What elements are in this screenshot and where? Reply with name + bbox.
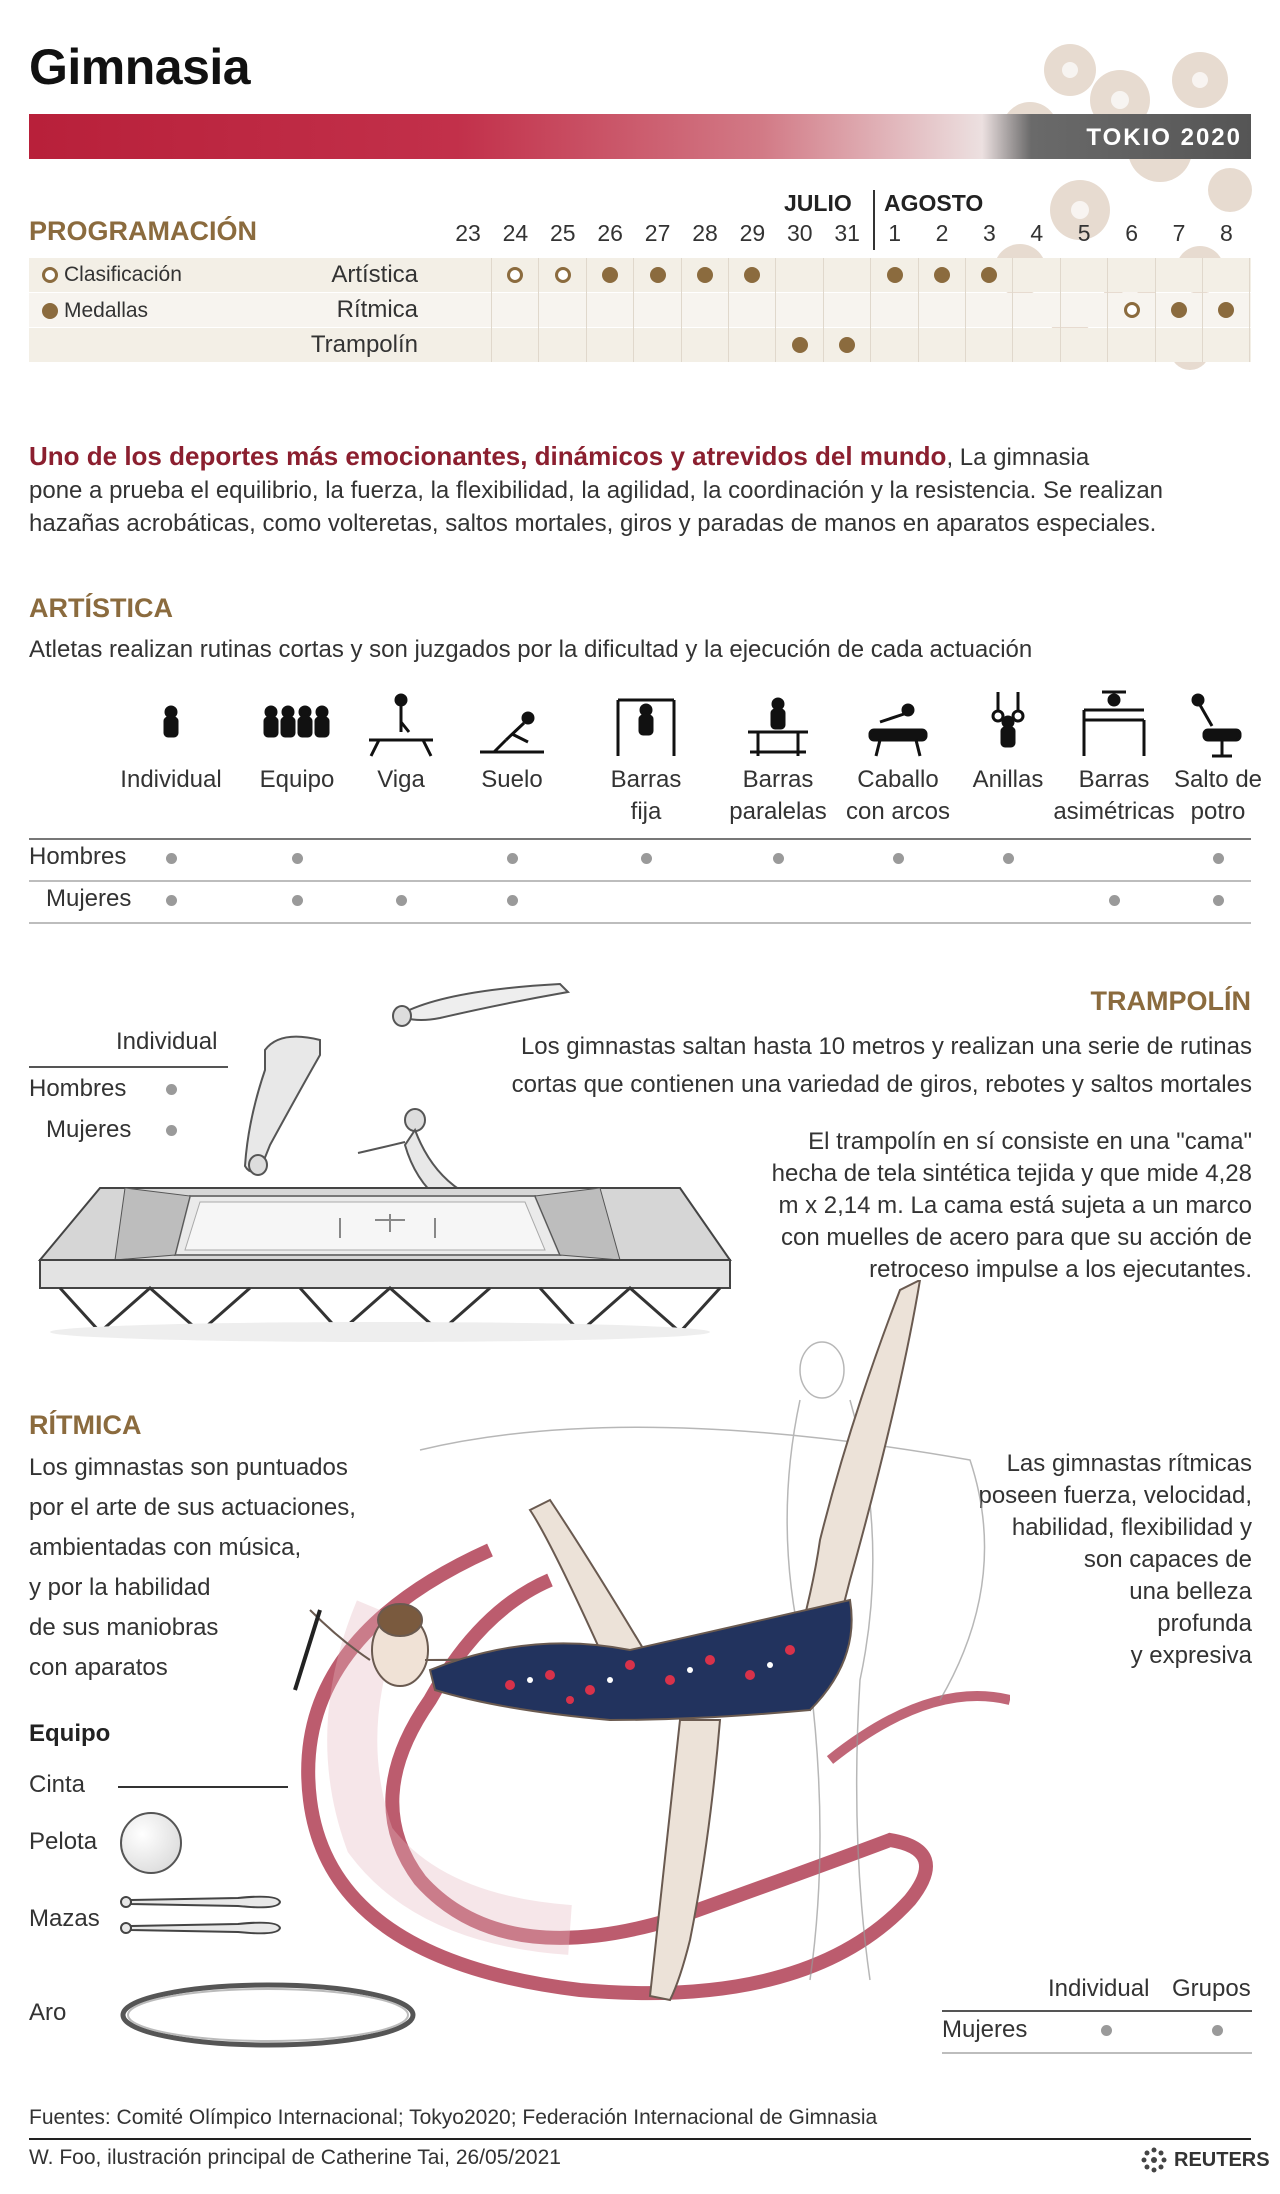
legend-medals-icon [42, 303, 58, 319]
schedule-gridline [491, 258, 492, 362]
reuters-logo [1140, 2146, 1270, 2174]
schedule-gridline [1249, 258, 1250, 362]
men-participation-dot [893, 853, 904, 864]
medal-mark [887, 267, 903, 283]
men-participation-dot [292, 853, 303, 864]
equipment-heading: Equipo [29, 1720, 111, 1747]
uneven-bars-icon [1074, 690, 1154, 765]
artistica-event-label-line2: con arcos [845, 798, 951, 825]
artistica-row-women: Mujeres [46, 885, 132, 912]
schedule-day: 5 [1077, 220, 1091, 246]
trampolin-p2-line3: m x 2,14 m. La cama está sujeta a un marco [778, 1192, 1252, 1219]
women-participation-dot [507, 895, 518, 906]
ritmica-left-line2: por el arte de sus actuaciones, [29, 1494, 356, 1521]
intro-line2: pone a prueba el equilibrio, la fuerza, la flexibilidad, la agilidad, la coordinación y la resistencia. Se realizan [29, 477, 1164, 504]
ritmica-right-line4: son capaces de [1083, 1546, 1252, 1573]
qualification-mark [555, 267, 571, 283]
women-participation-dot [1109, 895, 1120, 906]
schedule-day: 31 [834, 220, 860, 246]
legend-medals-label: Medallas [64, 299, 149, 322]
equipment-ball-label: Pelota [29, 1828, 98, 1855]
schedule-day: 28 [692, 220, 718, 246]
ritmica-groups-dot [1212, 2025, 1223, 2036]
reuters-wordmark: REUTERS [1174, 2148, 1270, 2171]
schedule-day: 26 [597, 220, 623, 246]
pommel-horse-icon [858, 690, 938, 765]
ritmica-right-line2: poseen fuerza, velocidad, [978, 1482, 1252, 1509]
artistica-event-label-line1: Equipo [259, 766, 335, 793]
schedule-gridline [1060, 258, 1061, 362]
schedule-days [0, 220, 1280, 250]
trampolin-p1-line2: cortas que contienen una variedad de giros, rebotes y saltos mortales [511, 1071, 1252, 1098]
artistica-row-men: Hombres [29, 843, 127, 870]
page-title: Gimnasia [29, 39, 251, 95]
artistica-event-label-line1: Salto de [1173, 766, 1263, 793]
ritmica-col-individual: Individual [1048, 1975, 1150, 2002]
schedule-day: 29 [739, 220, 766, 246]
schedule-gridline [538, 258, 539, 362]
schedule-day: 8 [1219, 220, 1233, 246]
intro-paragraph [29, 440, 1259, 540]
schedule-gridline [1202, 258, 1203, 362]
ritmica-table-bottom-rule [942, 2052, 1252, 2054]
men-participation-dot [1003, 853, 1014, 864]
trampolin-row-men: Hombres [29, 1075, 127, 1102]
ritmica-left-line3: ambientadas con música, [29, 1534, 302, 1561]
schedule-gridline [1107, 258, 1108, 362]
women-participation-dot [1213, 895, 1224, 906]
trampolin-p1-line1: Los gimnastas saltan hasta 10 metros y realizan una serie de rutinas [520, 1033, 1252, 1060]
clubs-icon [118, 1888, 288, 1942]
men-participation-dot [1213, 853, 1224, 864]
artistica-event-label-line1: Viga [377, 766, 425, 793]
men-participation-dot [166, 853, 177, 864]
reuters-mark-icon [1140, 2146, 1168, 2174]
schedule-gridline [633, 258, 634, 362]
schedule-row-artistica [29, 258, 1251, 292]
intro-line1-rest: , La gimnasia [946, 444, 1090, 471]
schedule-day: 24 [502, 220, 529, 246]
trampolin-p2-line1: El trampolín en sí consiste en una "cama" [808, 1128, 1252, 1155]
equipment-ribbon-label: Cinta [29, 1771, 86, 1798]
artistica-table-top-rule [29, 838, 1251, 840]
artistica-event-label-line2: asimétricas [1053, 798, 1175, 825]
medal-mark [650, 267, 666, 283]
women-participation-dot [166, 895, 177, 906]
schedule-gridline [775, 258, 776, 362]
men-participation-dot [507, 853, 518, 864]
schedule-gridline [1012, 258, 1013, 362]
schedule-gridline [965, 258, 966, 362]
footer-rule [29, 2138, 1251, 2140]
beam-icon [361, 690, 441, 765]
discipline-ritmica: Rítmica [336, 296, 418, 323]
medal-mark [792, 337, 808, 353]
artistica-event-label-line1: Barras [742, 766, 814, 793]
schedule-day: 30 [787, 220, 813, 246]
equipment-hoop-label: Aro [29, 1999, 67, 2026]
schedule-row-trampolin [29, 328, 1251, 362]
schedule-day: 6 [1125, 220, 1138, 246]
ball-icon [120, 1812, 182, 1874]
month-august: AGOSTO [884, 190, 984, 216]
artistica-heading: ARTÍSTICA [29, 593, 173, 623]
trampolin-heading: TRAMPOLÍN [1090, 986, 1251, 1016]
ribbon-icon [118, 1786, 288, 1788]
ritmica-row-women: Mujeres [942, 2016, 1028, 2043]
schedule-gridline [681, 258, 682, 362]
artistica-event-label-line1: Individual [120, 766, 222, 793]
artistica-event-label-line1: Caballo [857, 766, 939, 793]
artistica-event-label-line2: paralelas [729, 798, 827, 825]
ritmica-left-line4: y por la habilidad [29, 1574, 211, 1601]
schedule-gridline [870, 258, 871, 362]
ritmica-left-line1: Los gimnastas son puntuados [29, 1454, 348, 1481]
trampolin-col-individual: Individual [116, 1028, 218, 1055]
schedule-day: 3 [982, 220, 996, 246]
ritmica-right-line1: Las gimnastas rítmicas [1006, 1450, 1252, 1477]
schedule-row-ritmica [29, 293, 1251, 327]
artistica-description: Atletas realizan rutinas cortas y son juzgados por la dificultad y la ejecución de cada actuación [29, 636, 1033, 663]
ritmica-heading: RÍTMICA [29, 1410, 142, 1440]
trampolin-row-women: Mujeres [46, 1116, 132, 1143]
schedule-gridline [918, 258, 919, 362]
equipment-clubs-label: Mazas [29, 1905, 100, 1932]
schedule-gridline [1155, 258, 1156, 362]
qualification-mark [1124, 302, 1140, 318]
legend-qualification-label: Clasificación [64, 263, 182, 286]
artistica-event-label [1138, 764, 1280, 828]
schedule-day: 2 [935, 220, 949, 246]
women-participation-dot [292, 895, 303, 906]
schedule-gridline [823, 258, 824, 362]
ritmica-table-rule [942, 2010, 1252, 2012]
schedule-day: 27 [644, 220, 671, 246]
month-july: JULIO [784, 190, 852, 216]
trampolin-p2-line5: retroceso impulse a los ejecutantes. [869, 1256, 1252, 1283]
intro-lead: Uno de los deportes más emocionantes, dinámicos y atrevidos del mundo [29, 441, 947, 471]
high-bar-icon [606, 690, 686, 765]
schedule-day: 1 [888, 220, 901, 246]
trampolin-p2-line4: con muelles de acero para que su acción de [781, 1224, 1252, 1251]
artistica-row-divider [29, 880, 1251, 882]
medal-mark [697, 267, 713, 283]
intro-line3: hazañas acrobáticas, como volteretas, saltos mortales, giros y paradas de manos en aparatos especiales. [29, 510, 1157, 537]
sources: Fuentes: Comité Olímpico Internacional; Tokyo2020; Federación Internacional de Gimnasia [29, 2106, 878, 2129]
vault-icon [1178, 690, 1258, 765]
event-label: TOKIO 2020 [1086, 124, 1242, 151]
discipline-trampolin: Trampolín [310, 331, 418, 358]
rhythmic-gymnast-illustration [250, 1280, 1010, 2060]
team-icon [257, 690, 337, 765]
schedule-day: 7 [1172, 220, 1186, 246]
artistica-event-label-line1: Suelo [481, 766, 543, 793]
schedule-day: 25 [550, 220, 576, 246]
floor-icon [472, 690, 552, 765]
artistica-event-label-line1: Barras [1078, 766, 1150, 793]
artistica-table-bottom-rule [29, 922, 1251, 924]
ritmica-right-line5: una belleza [1129, 1578, 1252, 1605]
schedule-gridline [728, 258, 729, 362]
credit: W. Foo, ilustración principal de Catherine Tai, 26/05/2021 [29, 2146, 561, 2169]
ritmica-left-line5: de sus maniobras [29, 1614, 219, 1641]
medal-mark [1171, 302, 1187, 318]
legend-qualification-icon [42, 267, 58, 283]
ritmica-individual-dot [1101, 2025, 1112, 2036]
artistica-event-label-line1: Anillas [972, 766, 1044, 793]
header-banner [29, 114, 1251, 159]
artistica-event-label-line2: potro [1190, 798, 1246, 825]
women-participation-dot [396, 895, 407, 906]
schedule-gridline [586, 258, 587, 362]
schedule-day: 23 [455, 220, 481, 246]
ritmica-col-groups: Grupos [1172, 1975, 1251, 2002]
trampolin-p2-line2: hecha de tela sintética tejida y que mide 4,28 [771, 1160, 1252, 1187]
discipline-artistica: Artística [331, 261, 418, 288]
ritmica-right-line3: habilidad, flexibilidad y [1011, 1514, 1252, 1541]
ritmica-right-line7: y expresiva [1130, 1642, 1252, 1669]
artistica-event-label-line1: Barras [610, 766, 682, 793]
rings-icon [968, 690, 1048, 765]
parallel-bars-icon [738, 690, 818, 765]
schedule-day: 4 [1030, 220, 1044, 246]
individual-icon [131, 690, 211, 765]
medal-mark [934, 267, 950, 283]
hoop-icon [118, 1980, 418, 2050]
ritmica-right-line6: profunda [1157, 1610, 1252, 1637]
men-participation-dot [641, 853, 652, 864]
ritmica-left-line6: con aparatos [29, 1654, 168, 1681]
men-participation-dot [773, 853, 784, 864]
artistica-event-label-line2: fija [630, 798, 662, 825]
schedule-heading: PROGRAMACIÓN [29, 216, 257, 246]
